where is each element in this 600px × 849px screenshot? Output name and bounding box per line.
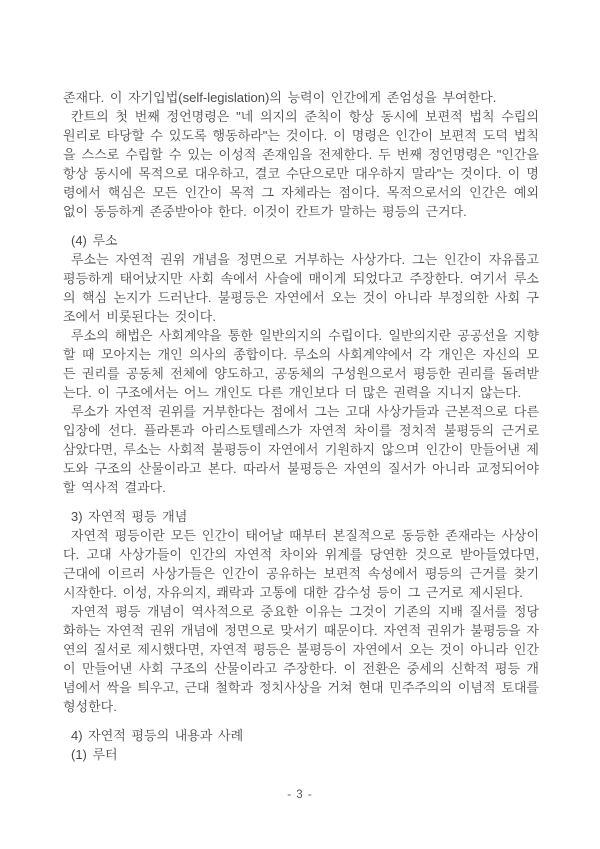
section-heading: 3) 자연적 평등 개념 <box>71 509 188 524</box>
page-number: - 3 - <box>287 789 313 801</box>
section-heading: 4) 자연적 평등의 내용과 사례 <box>71 728 244 743</box>
paragraph: 존재다. 이 자기입법(self-legislation)의 능력이 인간에게 존엄성을 부여한다. <box>63 90 497 105</box>
paragraph: 자연적 평등 개념이 역사적으로 중요한 이유는 그것이 기존의 지배 질서를 정당화하는 자연적 권위 개념에 정면으로 맞서기 때문이다. 자연적 권위가 불평등을 자연의 질서로 제시했다면, 자연적 평등은 불평등이 자연에서 오는 것이 아니라 인간이 만들어낸 사회 구조의 산물이라고 주장한다. 이 전환은 중세의 신학적 평등 개념에서 싹을 틔우고, 근대 철학과 정치사상을 거쳐 현대 민주주의의 이념적 토대를 형성한다. <box>63 604 539 714</box>
document-body <box>63 88 539 764</box>
paragraph: 루소의 해법은 사회계약을 통한 일반의지의 수립이다. 일반의지란 공공선을 지향할 때 모아지는 개인 의사의 종합이다. 루소의 사회계약에서 각 개인은 자신의 모든 권리를 공동체 전체에 양도하고, 공동체의 구성원으로서 평등한 권리를 돌려받는다. 이 구조에서는 어느 개인도 다른 개인보다 더 많은 권력을 지니지 않는다. <box>63 328 539 400</box>
paragraph: 루소가 자연적 권위를 거부한다는 점에서 그는 고대 사상가들과 근본적으로 다른 입장에 선다. 플라톤과 아리스토텔레스가 자연적 차이를 정치적 불평등의 근거로 삼았다면, 루소는 사회적 불평등이 자연에서 기원하지 않으며 인간이 만들어낸 제도와 구조의 산물이라고 본다. 따라서 불평등은 자연의 질서가 아니라 교정되어야 할 역사적 결과다. <box>63 404 539 495</box>
paragraph: 칸트의 첫 번째 정언명령은 "네 의지의 준칙이 항상 동시에 보편적 법칙 수립의 원리로 타당할 수 있도록 행동하라"는 것이다. 이 명령은 인간이 보편적 도덕 법칙을 스스로 수립할 수 있는 이성적 존재임을 전제한다. 두 번째 정언명령은 "인간을 항상 동시에 목적으로 대우하고, 결코 수단으로만 대우하지 말라"는 것이다. 이 명령에서 핵심은 모든 인간이 목적 그 자체라는 점이다. 목적으로서의 인간은 예외 없이 동등하게 존중받아야 한다. 이것이 칸트가 말하는 평등의 근거다. <box>63 109 539 219</box>
section-heading: (4) 루소 <box>71 233 118 248</box>
section-heading: (1) 루터 <box>71 747 118 762</box>
paragraph: 루소는 자연적 권위 개념을 정면으로 거부하는 사상가다. 그는 인간이 자유롭고 평등하게 태어났지만 사회 속에서 사슬에 매이게 되었다고 주장한다. 여기서 루소의 핵심 논지가 드러난다. 불평등은 자연에서 오는 것이 아니라 부정의한 사회 구조에서 비롯된다는 것이다. <box>63 252 539 324</box>
paragraph: 자연적 평등이란 모든 인간이 태어날 때부터 본질적으로 동등한 존재라는 사상이다. 고대 사상가들이 인간의 자연적 차이와 위계를 당연한 것으로 받아들였다면, 근대에 이르러 사상가들은 인간이 공유하는 보편적 속성에서 평등의 근거를 찾기 시작한다. 이성, 자유의지, 쾌락과 고통에 대한 감수성 등이 그 근거로 제시된다. <box>63 528 539 600</box>
